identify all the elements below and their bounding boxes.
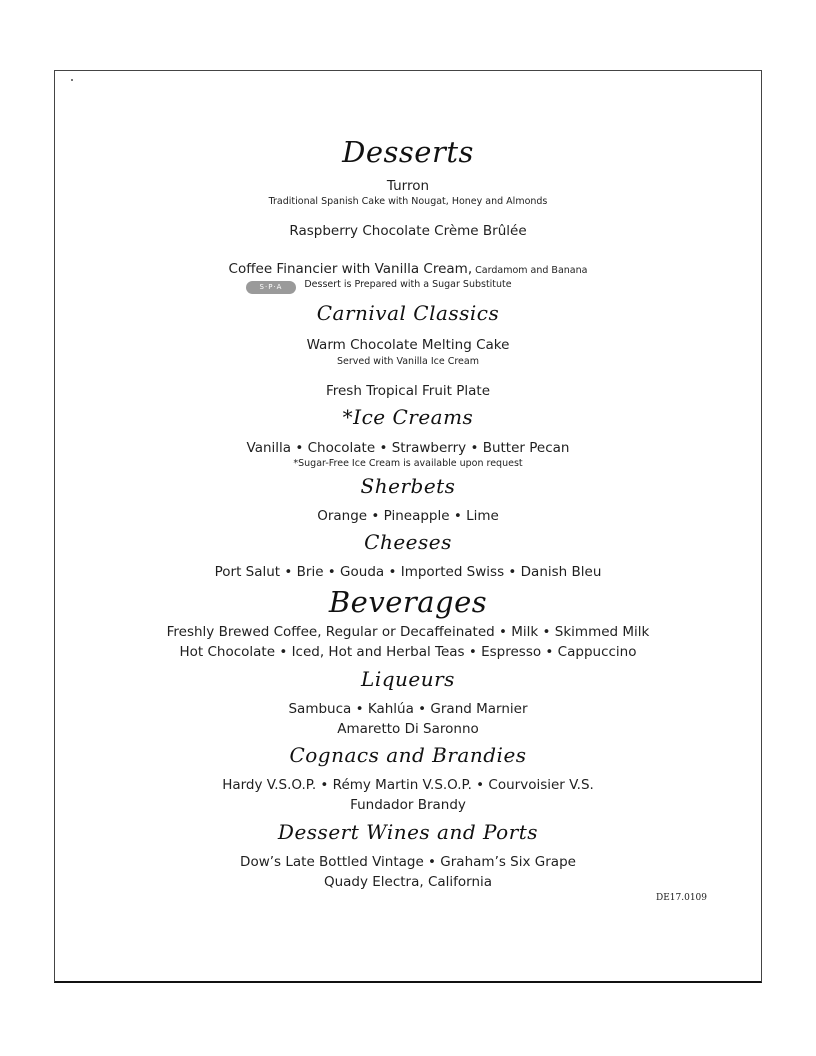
ice-creams-list: Vanilla • Chocolate • Strawberry • Butter Pecan [246,440,570,456]
dessert-desc-sugar-substitute: Dessert is Prepared with a Sugar Substitute [304,279,512,290]
beverages-line-2: Hot Chocolate • Iced, Hot and Herbal Teas • Espresso • Cappuccino [179,644,637,660]
ice-creams-note: *Sugar-Free Ice Cream is available upon request [293,458,523,469]
spa-badge-icon: S·P·A [246,281,296,294]
carnival-classics-heading: Carnival Classics [316,301,500,325]
scan-speck [71,79,73,81]
classic-item-fruit-plate: Fresh Tropical Fruit Plate [325,383,491,399]
cognacs-heading: Cognacs and Brandies [289,743,527,767]
ice-creams-heading: *Ice Creams [342,405,474,429]
dessert-wines-line-2: Quady Electra, California [323,874,493,890]
cheeses-list: Port Salut • Brie • Gouda • Imported Swiss • Danish Bleu [214,564,602,580]
classic-item-melting-cake: Warm Chocolate Melting Cake [306,337,510,353]
cognacs-line-1: Hardy V.S.O.P. • Rémy Martin V.S.O.P. • Courvoisier V.S. [222,777,594,793]
liqueurs-heading: Liqueurs [361,667,455,691]
coffee-financier-name: Coffee Financier with Vanilla Cream, [228,261,473,277]
sherbets-list: Orange • Pineapple • Lime [317,508,499,524]
classic-desc-melting-cake: Served with Vanilla Ice Cream [337,356,479,367]
desserts-heading: Desserts [342,135,474,169]
dessert-wines-heading: Dessert Wines and Ports [277,820,539,844]
cognacs-line-2: Fundador Brandy [350,797,466,813]
sherbets-heading: Sherbets [360,474,456,498]
beverages-line-1: Freshly Brewed Coffee, Regular or Decaffeinated • Milk • Skimmed Milk [166,624,650,640]
dessert-item-coffee-financier [0,261,816,277]
menu-code: DE17.0109 [656,893,708,903]
cheeses-heading: Cheeses [364,530,452,554]
dessert-item-creme-brulee: Raspberry Chocolate Crème Brûlée [289,223,527,239]
liqueurs-line-2: Amaretto Di Saronno [337,721,479,737]
coffee-financier-extra: Cardamom and Banana [472,265,588,276]
liqueurs-line-1: Sambuca • Kahlúa • Grand Marnier [288,701,528,717]
beverages-heading: Beverages [328,585,488,619]
dessert-wines-line-1: Dow’s Late Bottled Vintage • Graham’s Six Grape [240,854,576,870]
dessert-item-turron: Turron [386,178,430,194]
dessert-desc-turron: Traditional Spanish Cake with Nougat, Honey and Almonds [268,196,548,207]
